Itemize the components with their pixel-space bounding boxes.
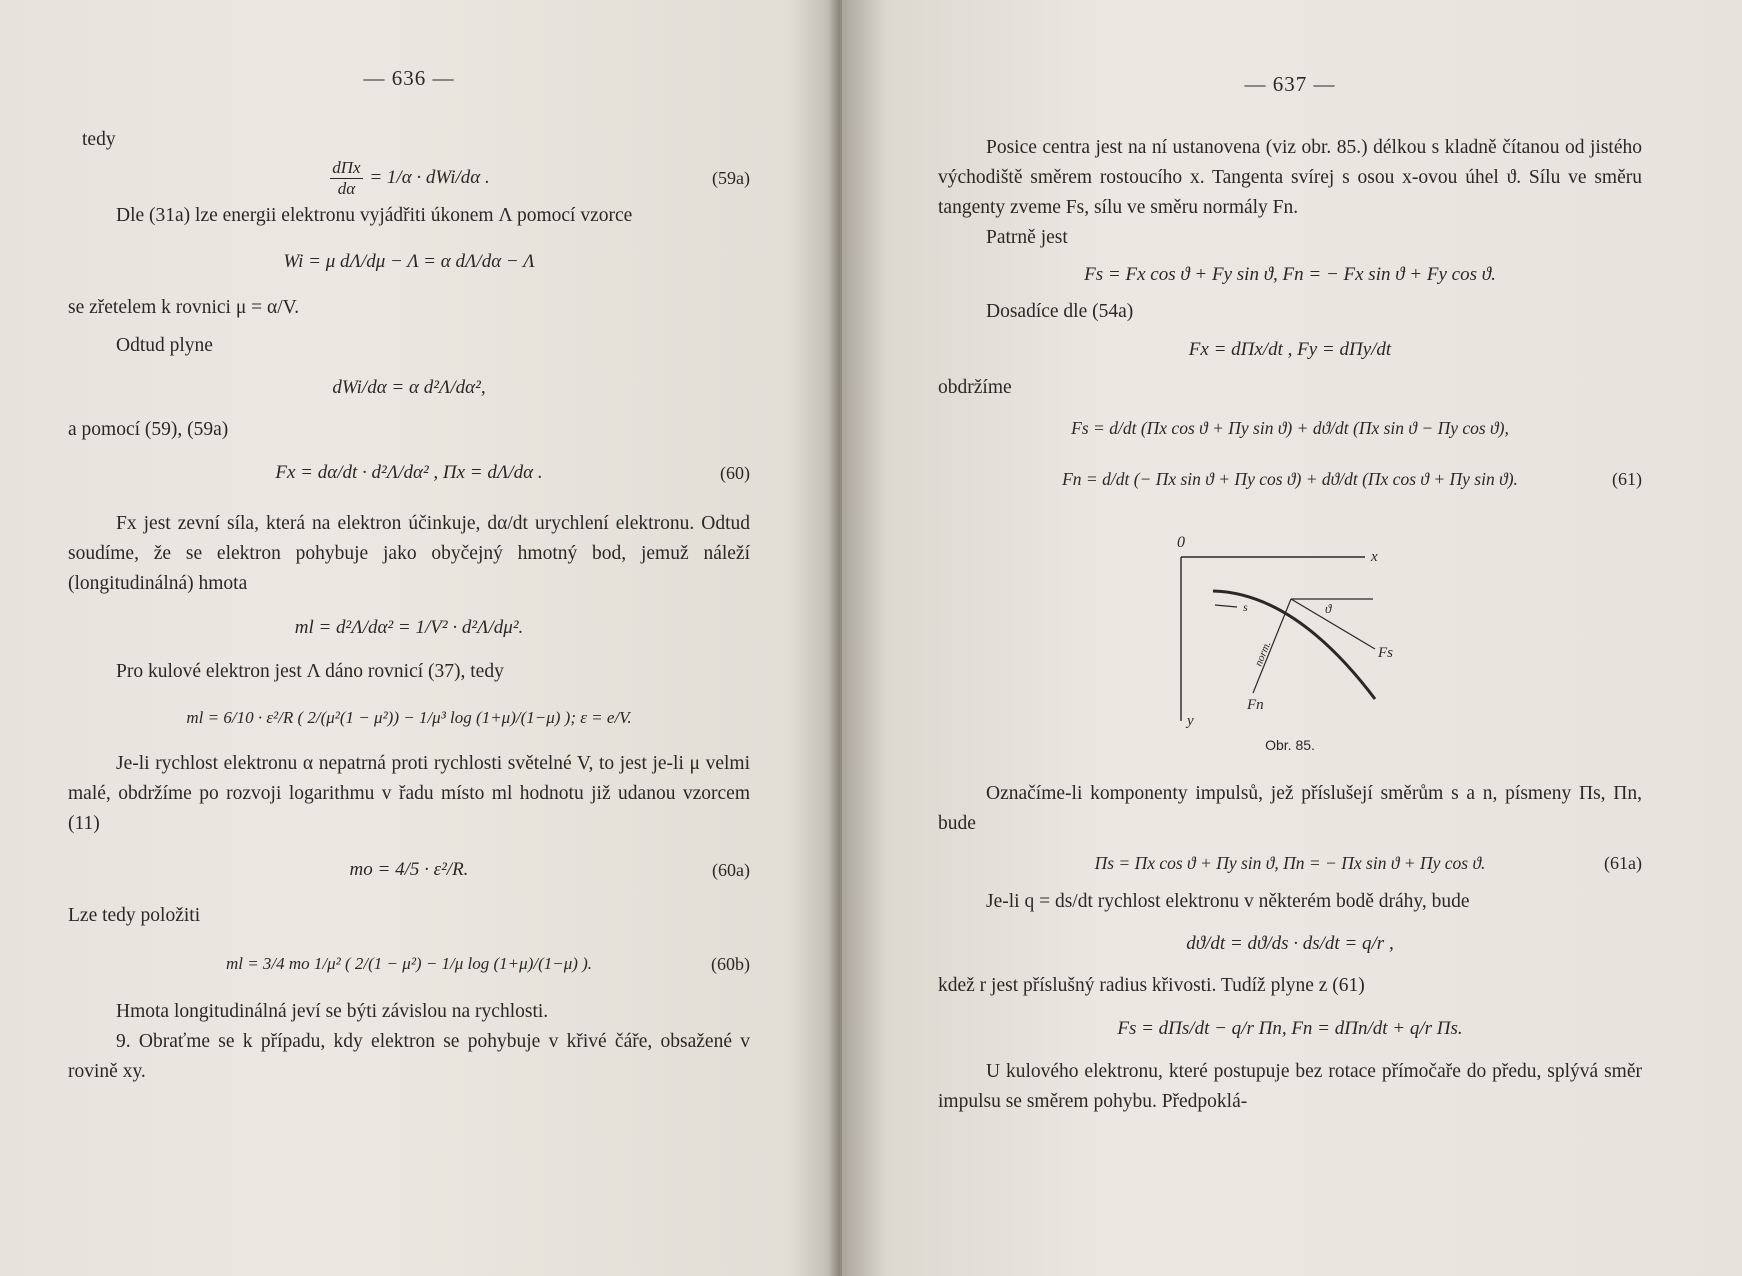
equation-ml2: ml = 6/10 · ε²/R ( 2/(μ²(1 − μ²)) − 1/μ³ log (1+μ)/(1−μ) ); ε = e/V. [186,708,632,727]
paragraph-pomoci: a pomocí (59), (59a) [68,419,229,440]
fig-origin-label: 0 [1177,534,1185,551]
paragraph-oznacime: Označíme-li komponenty impulsů, jež příslušejí směrům s a n, písmeny Πs, Πn, bude [938,783,1642,834]
fig-s-label: s [1243,600,1248,614]
figure-85 [1175,531,1405,753]
fig-s-arrow [1215,605,1237,607]
left-page-number: — 636 — [363,66,455,90]
eq59a-den: dα [337,178,356,198]
eq61-text: Fn = d/dt (− Πx sin ϑ + Πy cos ϑ) + dϑ/dt (Πx cos ϑ + Πy sin ϑ). [1062,468,1518,489]
paragraph-kulove: Pro kulové elektron jest Λ dáno rovnicí (37), tedy [116,661,504,682]
paragraph-hmota: Hmota longitudinálná jeví se býti závislou na rychlosti. [116,1001,549,1022]
equation-Fs: Fs = d/dt (Πx cos ϑ + Πy sin ϑ) + dϑ/dt (Πx sin ϑ − Πy cos ϑ), [1071,417,1509,438]
eq60a-text: mo = 4/5 · ε²/R. [349,859,469,880]
equation-dtheta: dϑ/dt = dϑ/ds · ds/dt = q/r , [1186,933,1394,954]
eq61a-tag: (61a) [1604,852,1642,873]
paragraph-posice: Posice centra jest na ní ustanovena (viz obr. 85.) délkou s kladně čítanou od jistého východiště směrem rostoucího x. Tangenta svírej s osou x-ovou úhel ϑ. Sílu ve směru tangenty zveme Fs, sílu ve směru normály Fn. [938,137,1642,218]
fig-trajectory-curve [1213,591,1375,699]
equation-ml: ml = d²Λ/dα² = 1/V² · d²Λ/dμ². [294,617,524,638]
equation-60 [68,445,750,501]
equation-60b [68,931,750,997]
fig-theta-label: ϑ [1325,601,1332,616]
paragraph-jeli-q: Je-li q = ds/dt rychlost elektronu v některém bodě dráhy, bude [986,891,1470,912]
eq59a-rhs: = 1/α · dWi/dα . [369,166,490,188]
fig-Fs-label: Fs [1378,645,1393,661]
left-page [0,0,840,1276]
paragraph-odtud: Odtud plyne [116,335,213,356]
paragraph-polozit: Lze tedy položiti [68,905,201,926]
figure-85-diagram [1175,531,1405,731]
equation-60a [68,839,750,901]
eq59a-tag: (59a) [712,167,750,188]
eq60a-tag: (60a) [712,859,750,880]
right-page-number: — 637 — [1244,72,1336,96]
fig-Fn-label: Fn [1247,697,1264,713]
eq61-tag: (61) [1612,468,1642,489]
paragraph-rychlost: Je-li rychlost elektronu α nepatrná proti rychlosti světelné V, to jest je-li μ velmi malé, obdržíme po rozvoji logarithmu v řadu místo ml hodnotu již udanou vzorcem (11) [68,753,750,834]
paragraph-kuloveho: U kulového elektronu, které postupuje bez rotace přímočaře do předu, splývá směr impulsu se směrem pohybu. Předpoklá- [938,1061,1642,1112]
paragraph-obdrzime: obdržíme [938,377,1012,398]
eq60b-tag: (60b) [711,953,750,974]
equation-59a [68,155,750,201]
fig-y-label: y [1187,713,1194,729]
equation-61a [938,839,1642,887]
fig-x-label: x [1371,549,1378,565]
paragraph-section-9: 9. Obraťme se k případu, kdy elektron se pohybuje v křivé čáře, obsažené v rovině xy. [68,1031,750,1082]
right-page [842,0,1742,1276]
equation-Fsn: Fs = dΠs/dt − q/r Πn, Fn = dΠn/dt + q/r Πs. [1117,1018,1463,1039]
figure-85-caption: Obr. 85. [1265,737,1315,753]
eq60b-text: ml = 3/4 mo 1/μ² ( 2/(1 − μ²) − 1/μ log (1+μ)/(1−μ) ). [225,954,593,973]
paragraph-energy: Dle (31a) lze energii elektronu vyjádřiti úkonem Λ pomocí vzorce [116,205,633,226]
eq59a-num: dΠx [332,157,361,177]
word-tedy: tedy [82,129,116,150]
equation-dW: dWi/dα = α d²Λ/dα², [332,377,486,398]
equation-61 [938,453,1642,505]
eq61a-text: Πs = Πx cos ϑ + Πy sin ϑ, Πn = − Πx sin ϑ + Πy cos ϑ. [1094,852,1486,873]
paragraph-patrne: Patrně jest [986,227,1068,248]
equation-Fxy: Fx = dΠx/dt , Fy = dΠy/dt [1188,339,1392,360]
eq60-tag: (60) [720,462,750,483]
paragraph-relation: se zřetelem k rovnici μ = α/V. [68,297,300,318]
equation-W: Wi = μ dΛ/dμ − Λ = α dΛ/dα − Λ [283,251,535,272]
paragraph-dosadice: Dosadíce dle (54a) [986,301,1134,322]
paragraph-kdez: kdež r jest příslušný radius křivosti. Tudíž plyne z (61) [938,975,1365,996]
eq60-text: Fx = dα/dt · d²Λ/dα² , Πx = dΛ/dα . [275,462,543,483]
paragraph-force: Fx jest zevní síla, která na elektron účinkuje, dα/dt urychlení elektronu. Odtud soudíme, že se elektron pohybuje jako obyčejný hmotný bod, jemuž náleží (longitudinálná) hmota [68,513,750,594]
equation-F: Fs = Fx cos ϑ + Fy sin ϑ, Fn = − Fx sin ϑ + Fy cos ϑ. [1084,264,1496,285]
fig-norm-label: norm. [1252,639,1274,669]
